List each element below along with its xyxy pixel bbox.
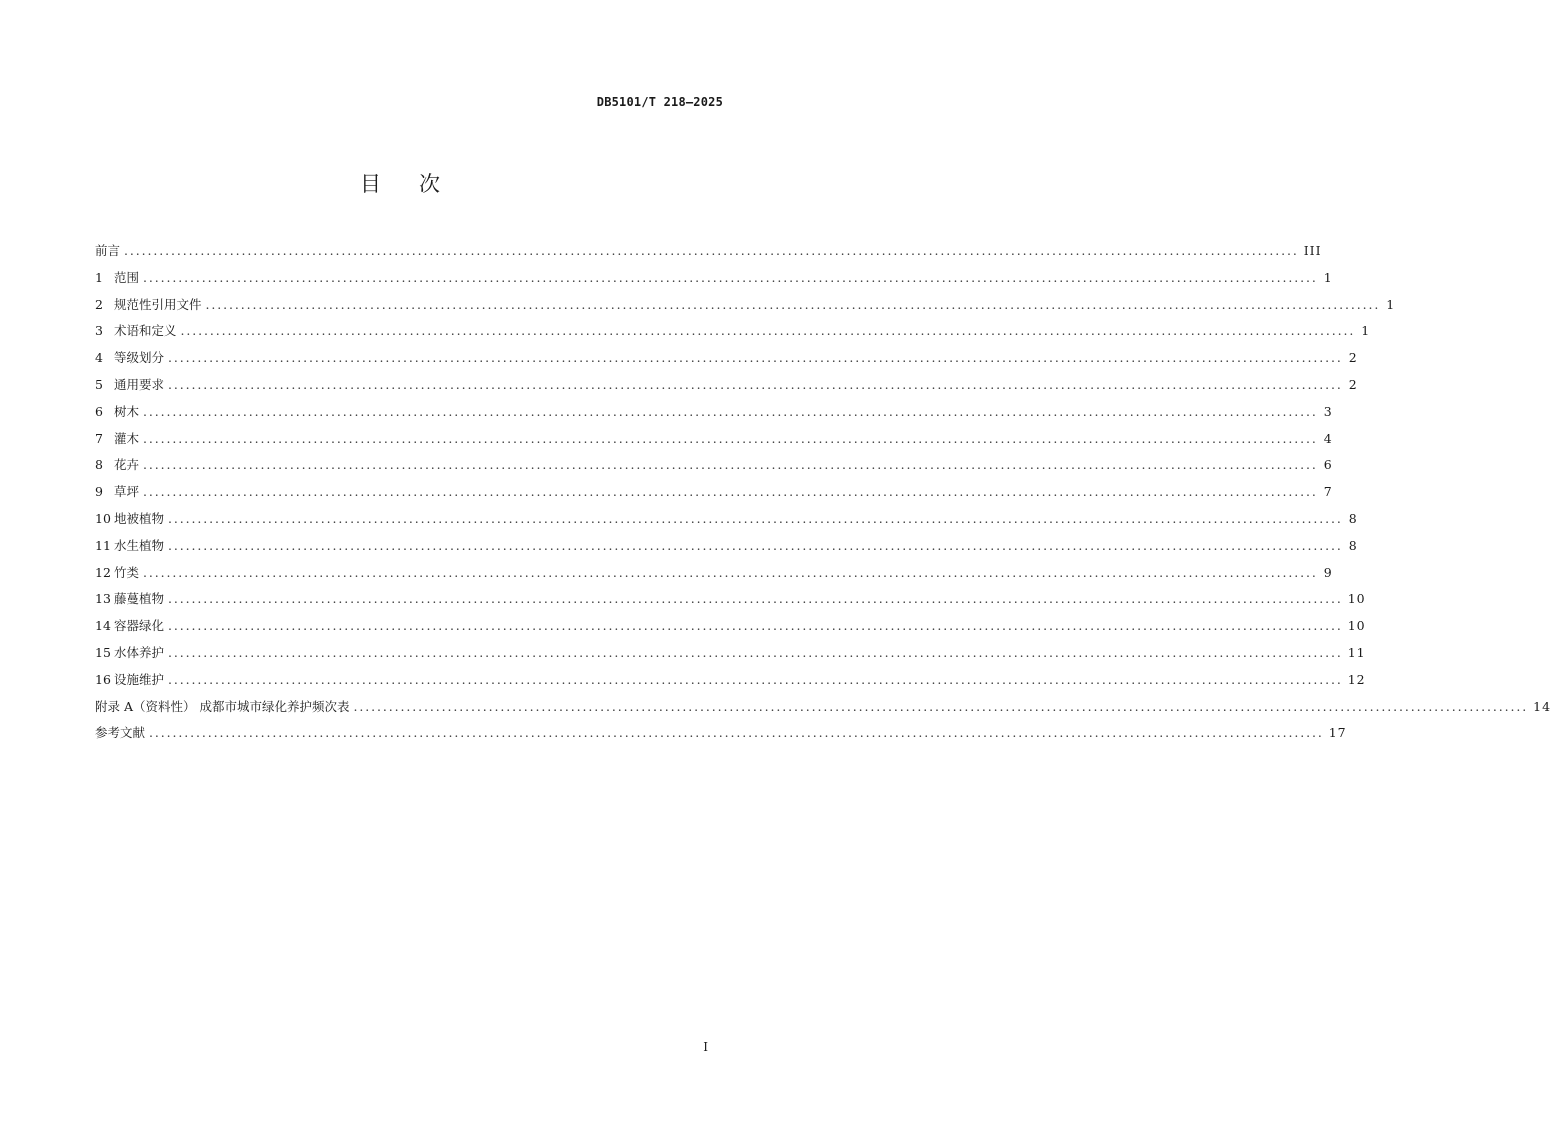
toc-title: 目次 <box>360 172 478 196</box>
toc-leader-dots: ........................................................................................................................................................................................................ <box>353 698 1529 714</box>
toc-entry[interactable] <box>95 268 1333 295</box>
toc-entry[interactable] <box>95 429 1333 456</box>
toc-entry[interactable] <box>95 509 1358 536</box>
toc-entry-label: 术语和定义 <box>114 323 177 339</box>
toc-entry-label: 参考文献 <box>95 725 146 741</box>
toc-entry-label: 藤蔓植物 <box>114 591 165 607</box>
toc-entry[interactable] <box>95 455 1333 482</box>
toc-entry[interactable] <box>95 589 1366 616</box>
toc-entry[interactable] <box>95 616 1366 643</box>
toc-entry-label: 通用要求 <box>114 376 165 392</box>
toc-leader-dots: ........................................................................................................................................................................................................ <box>168 537 1343 553</box>
toc-entry-label: 等级划分 <box>114 350 165 366</box>
toc-entry-number: 14 <box>95 618 111 634</box>
toc-entry-page: 1 <box>1361 323 1371 339</box>
toc-entry[interactable] <box>95 375 1358 402</box>
toc-entry-page: 2 <box>1348 376 1358 392</box>
toc-entry-page: 14 <box>1533 698 1551 714</box>
toc-entry[interactable] <box>95 241 1322 268</box>
toc-leader-dots: ........................................................................................................................................................................................................ <box>205 296 1381 312</box>
toc-leader-dots: ........................................................................................................................................................................................................ <box>168 644 1343 660</box>
toc-entry-page: 6 <box>1323 457 1333 473</box>
toc-entry-label: 水体养护 <box>114 644 165 660</box>
toc-entry-number: 12 <box>95 564 111 580</box>
toc-leader-dots: ........................................................................................................................................................................................................ <box>168 618 1343 634</box>
toc-entry[interactable] <box>95 723 1347 750</box>
toc-entry[interactable] <box>95 670 1366 697</box>
toc-leader-dots: ........................................................................................................................................................................................................ <box>168 350 1343 366</box>
toc-entry-label: 花卉 <box>114 457 140 473</box>
toc-entry-number: 3 <box>95 323 103 339</box>
toc-entry-page: 12 <box>1347 671 1366 687</box>
toc-entry-number: 15 <box>95 644 111 660</box>
toc-entry-label: 水生植物 <box>114 537 165 553</box>
toc-leader-dots: ........................................................................................................................................................................................................ <box>180 323 1356 339</box>
toc-entry-label: 灌木 <box>114 430 140 446</box>
toc-entry-page: 17 <box>1328 725 1347 741</box>
document-code: DB5101/T 218—2025 <box>596 95 723 109</box>
toc-entry[interactable] <box>95 697 1551 724</box>
toc-entry-page: 9 <box>1323 564 1333 580</box>
toc-leader-dots: ........................................................................................................................................................................................................ <box>168 510 1343 526</box>
toc-entry-number: 6 <box>95 403 103 419</box>
toc-entry[interactable] <box>95 482 1333 509</box>
toc-entry-number: 10 <box>95 510 111 526</box>
toc-entry-page: 2 <box>1348 350 1358 366</box>
toc-entry-number: 8 <box>95 457 103 473</box>
toc-entry-page: 3 <box>1323 403 1333 419</box>
toc-leader-dots: ........................................................................................................................................................................................................ <box>124 243 1299 258</box>
toc-entry[interactable] <box>95 348 1358 375</box>
toc-entry-number: 5 <box>95 376 103 392</box>
toc-entry-page: 8 <box>1348 510 1358 526</box>
toc-leader-dots: ........................................................................................................................................................................................................ <box>143 457 1318 473</box>
toc-entry-label: 草坪 <box>114 484 140 500</box>
toc-entry-page: 1 <box>1386 296 1396 312</box>
toc-entry-number: 11 <box>95 537 111 553</box>
page-number: I <box>703 1040 708 1054</box>
toc-entry[interactable] <box>95 295 1396 322</box>
toc-leader-dots: ........................................................................................................................................................................................................ <box>143 484 1318 500</box>
toc-leader-dots: ........................................................................................................................................................................................................ <box>168 671 1343 687</box>
toc-entry[interactable] <box>95 563 1333 590</box>
toc-entry-page: 11 <box>1347 644 1366 660</box>
toc-entry-page: III <box>1303 243 1322 258</box>
toc-entry-number: 9 <box>95 484 103 500</box>
toc-entry-page: 7 <box>1323 484 1333 500</box>
toc-entry[interactable] <box>95 321 1371 348</box>
toc-entry[interactable] <box>95 402 1333 429</box>
toc-list <box>95 241 1551 750</box>
toc-entry-label: 竹类 <box>114 564 140 580</box>
toc-entry-number: 7 <box>95 430 103 446</box>
toc-leader-dots: ........................................................................................................................................................................................................ <box>168 376 1343 392</box>
toc-entry-number: 4 <box>95 350 103 366</box>
toc-entry-label: 树木 <box>114 403 140 419</box>
toc-leader-dots: ........................................................................................................................................................................................................ <box>143 430 1318 446</box>
toc-leader-dots: ........................................................................................................................................................................................................ <box>143 269 1318 285</box>
toc-leader-dots: ........................................................................................................................................................................................................ <box>143 564 1318 580</box>
toc-leader-dots: ........................................................................................................................................................................................................ <box>143 403 1318 419</box>
toc-entry-page: 8 <box>1348 537 1358 553</box>
toc-entry[interactable] <box>95 643 1366 670</box>
toc-entry-page: 10 <box>1347 618 1366 634</box>
toc-leader-dots: ........................................................................................................................................................................................................ <box>149 725 1324 741</box>
toc-entry-page: 4 <box>1323 430 1333 446</box>
toc-entry-number: 2 <box>95 296 103 312</box>
toc-entry-label: 容器绿化 <box>114 618 165 634</box>
toc-entry-number: 13 <box>95 591 111 607</box>
toc-entry-label: 地被植物 <box>114 510 165 526</box>
toc-entry-number: 16 <box>95 671 111 687</box>
toc-entry-page: 1 <box>1323 269 1333 285</box>
toc-entry-label: 范围 <box>114 269 140 285</box>
toc-entry[interactable] <box>95 536 1358 563</box>
toc-entry-label: 附录 A（资料性） 成都市城市绿化养护频次表 <box>95 698 350 714</box>
toc-entry-label: 设施维护 <box>114 671 165 687</box>
toc-entry-page: 10 <box>1347 591 1366 607</box>
toc-entry-label: 前言 <box>95 243 121 258</box>
toc-entry-label: 规范性引用文件 <box>114 296 202 312</box>
toc-leader-dots: ........................................................................................................................................................................................................ <box>168 591 1343 607</box>
toc-entry-number: 1 <box>95 269 103 285</box>
